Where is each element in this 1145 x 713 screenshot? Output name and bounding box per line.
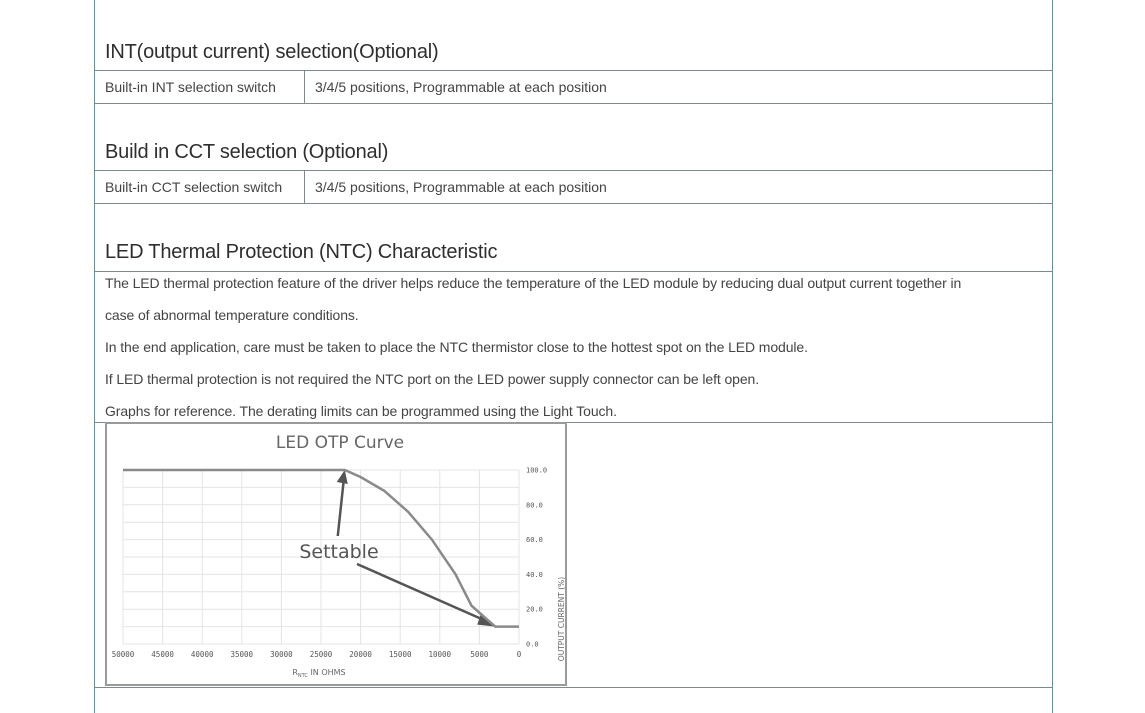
- x-tick-label: 50000: [111, 650, 135, 659]
- x-axis-label: [292, 668, 345, 679]
- divider: [94, 271, 1053, 272]
- y-tick-label: 80.0: [526, 501, 543, 510]
- ntc-paragraph: The LED thermal protection feature of the driver helps reduce the temperature of the LED module by reducing dual output current together in: [105, 275, 962, 291]
- y-tick-label: 60.0: [526, 536, 543, 545]
- int-spec-value: 3/4/5 positions, Programmable at each position: [315, 79, 607, 95]
- ntc-paragraph: Graphs for reference. The derating limits can be programmed using the Light Touch.: [105, 403, 617, 419]
- x-tick-label: 30000: [270, 650, 293, 659]
- int-section-heading: INT(output current) selection(Optional): [105, 41, 439, 63]
- divider: [94, 203, 1053, 204]
- ntc-paragraph: In the end application, care must be taken to place the NTC thermistor close to the hottest spot on the LED module.: [105, 339, 808, 355]
- y-axis-label: OUTPUT CURRENT (%): [557, 576, 566, 662]
- y-tick-label: 40.0: [526, 570, 543, 579]
- column-divider: [304, 171, 305, 203]
- divider: [94, 103, 1053, 104]
- column-divider: [304, 71, 305, 103]
- x-tick-label: 0: [516, 650, 522, 659]
- x-axis-label-rest: IN OHMS: [307, 668, 346, 677]
- x-tick-label: 15000: [388, 650, 412, 659]
- cct-section-heading: Build in CCT selection (Optional): [105, 141, 389, 163]
- x-tick-labels: [112, 650, 522, 659]
- x-tick-label: 40000: [190, 650, 214, 659]
- chart-title: LED OTP Curve: [275, 433, 405, 453]
- cct-spec-value: 3/4/5 positions, Programmable at each position: [315, 179, 607, 195]
- ntc-paragraph: If LED thermal protection is not required the NTC port on the LED power supply connector can be left open.: [105, 371, 759, 387]
- x-axis-label-subscript: NTC: [297, 673, 308, 679]
- y-tick-labels: [526, 467, 547, 649]
- x-tick-label: 25000: [309, 650, 333, 659]
- x-tick-label: 35000: [230, 650, 254, 659]
- divider: [94, 687, 1053, 688]
- otp-chart-svg: [107, 424, 565, 684]
- y-tick-label: 100.0: [526, 466, 548, 475]
- x-tick-label: 20000: [349, 650, 372, 659]
- int-spec-label: Built-in INT selection switch: [105, 79, 276, 95]
- ntc-paragraph: case of abnormal temperature conditions.: [105, 307, 359, 323]
- arrow-head: [337, 470, 348, 484]
- settable-annotation: Settable: [299, 541, 379, 563]
- divider: [94, 70, 1053, 71]
- y-tick-label: 0.0: [526, 640, 539, 649]
- x-tick-label: 10000: [428, 650, 452, 659]
- ntc-section-heading: LED Thermal Protection (NTC) Characteristic: [105, 241, 498, 263]
- led-otp-chart: [105, 422, 567, 686]
- x-tick-label: 45000: [151, 650, 174, 659]
- x-axis-label-main: R: [292, 668, 298, 677]
- y-tick-label: 20.0: [526, 605, 543, 614]
- cct-spec-label: Built-in CCT selection switch: [105, 179, 283, 195]
- x-tick-label: 5000: [470, 650, 489, 659]
- arrow-shaft: [338, 480, 344, 536]
- divider: [94, 170, 1053, 171]
